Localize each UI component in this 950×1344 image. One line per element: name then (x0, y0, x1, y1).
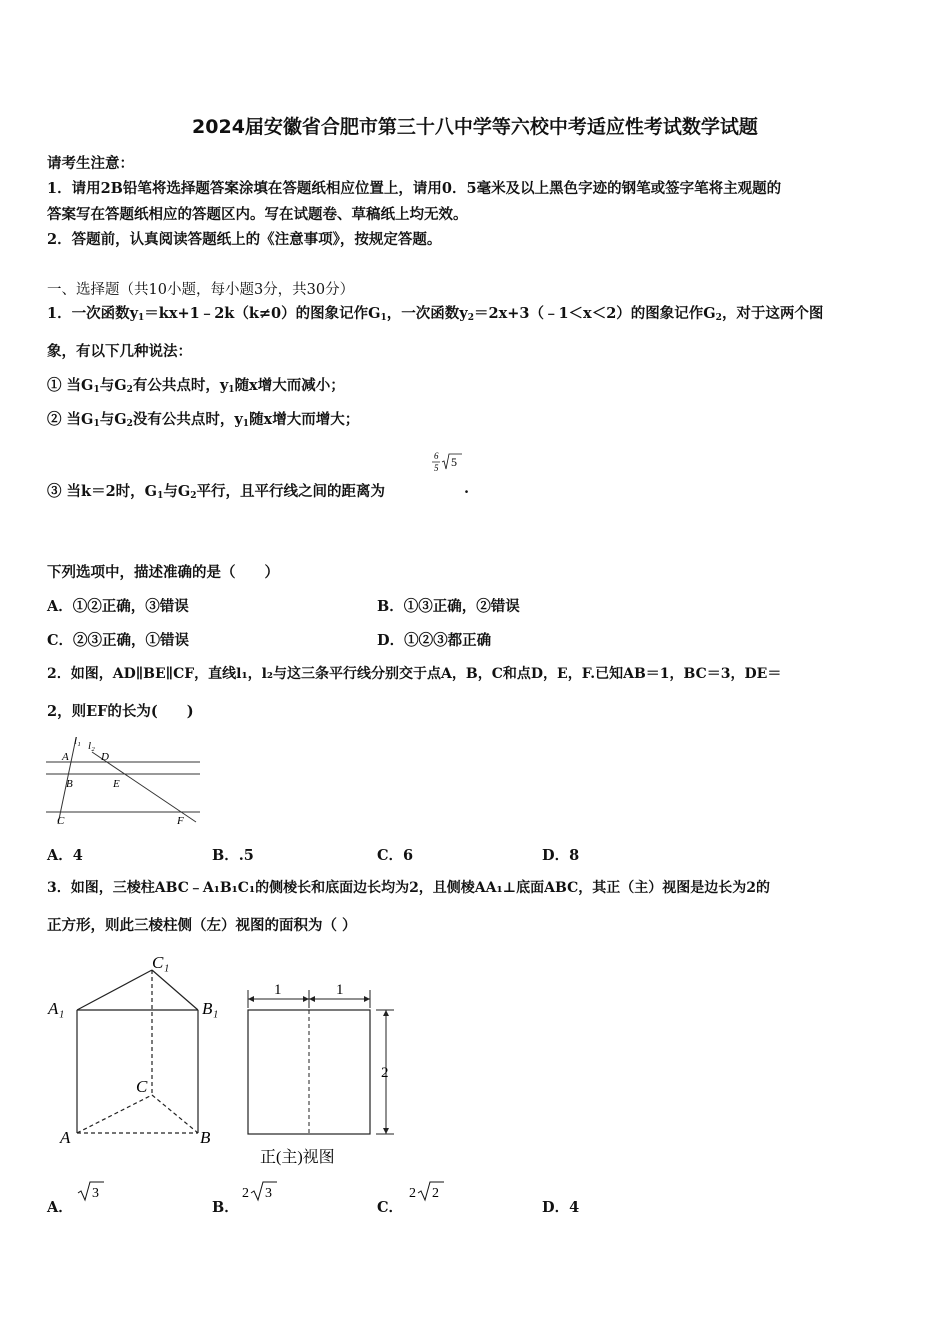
q2-line-2: 2，则EF的长为( ) (47, 703, 194, 720)
front-view-diagram (248, 990, 394, 1134)
q3-line-1: 3．如图，三棱柱ABC﹣A₁B₁C₁的侧棱长和底面边长均为2，且侧棱AA₁⊥底面ABC，其正（主）视图是边长为2的 (47, 880, 770, 896)
q3-option-b[interactable]: B． (212, 1199, 239, 1216)
q1-statement-3: ③ 当k＝2时，$G_1$与$G_2$平行，且平行线之间的距离为 (47, 483, 385, 501)
q1-line-1: 1．一次函数$y_1=kx+1﹣2k(k\ne 0)$的图象记作$G_1$，一次函数$y_2=2x+3(﹣1<x<2)$的图象记作$G_2$，对于这两个图 (47, 305, 824, 323)
q1-option-a[interactable]: A．①②正确，③错误 (47, 598, 189, 615)
label-d: D (101, 751, 109, 763)
dim-height: 2 (381, 1065, 389, 1081)
label-b: B (66, 778, 73, 790)
q2-option-d[interactable]: D．8 (542, 847, 580, 864)
label-c1: C₁ (152, 953, 170, 972)
label-a: A (62, 751, 69, 763)
dim-left: 1 (274, 982, 282, 998)
notice-heading: 请考生注意： (47, 155, 134, 172)
page-title: 2024届安徽省合肥市第三十八中学等六校中考适应性考试数学试题 (192, 116, 758, 138)
label-e: E (113, 778, 120, 790)
q1-option-b[interactable]: B．①③正确，②错误 (377, 598, 520, 615)
q2-figure (40, 730, 210, 830)
q3-figure (40, 950, 420, 1175)
q3-line-2: 正方形，则此三棱柱侧（左）视图的面积为（ ） (47, 917, 357, 934)
label-c: C (136, 1077, 148, 1096)
label-b1: B₁ (202, 999, 219, 1018)
q2-option-a[interactable]: A．4 (47, 847, 83, 864)
label-l2: l₂ (88, 740, 95, 752)
q3-option-c-radical (407, 1178, 447, 1204)
svg-text:2: 2 (432, 1186, 439, 1201)
q2-option-c[interactable]: C．6 (377, 847, 414, 864)
q2-line-1: 2．如图，AD∥BE∥CF，直线l₁，l₂与这三条平行线分别交于点A，B，C和点D，E，F.已知AB＝1，BC＝3，DE＝ (47, 666, 782, 682)
q3-option-b-radical (240, 1178, 280, 1204)
q3-option-a-radical (76, 1178, 106, 1204)
q3-option-a[interactable]: A． (47, 1199, 73, 1216)
dim-right: 1 (336, 982, 344, 998)
svg-text:5: 5 (434, 463, 439, 473)
q1-statement-1: ① 当$G_1$与$G_2$有公共点时，$y_1$随x增大而减小； (47, 377, 345, 395)
section-heading: 一、选择题（共10小题，每小题3分，共30分） (47, 282, 355, 298)
label-l1: l₁ (74, 735, 81, 747)
label-a: A (60, 1128, 71, 1147)
notice-line-2: 答案写在答题纸相应的答题区内。写在试题卷、草稿纸上均无效。 (47, 206, 468, 223)
q1-line-2: 象，有以下几种说法： (47, 343, 192, 360)
label-f: F (177, 815, 184, 827)
q1-prompt: 下列选项中，描述准确的是（ ） (47, 564, 279, 581)
notice-line-3: 2．答题前，认真阅读答题纸上的《注意事项》，按规定答题。 (47, 231, 442, 248)
svg-text:5: 5 (451, 455, 457, 469)
svg-text:3: 3 (265, 1186, 272, 1201)
q1-distance-formula (428, 448, 468, 478)
svg-text:3: 3 (92, 1186, 99, 1201)
svg-text:2: 2 (409, 1186, 416, 1201)
svg-text:2: 2 (242, 1186, 249, 1201)
q1-option-d[interactable]: D．①②③都正确 (377, 632, 492, 649)
prism-diagram (77, 970, 198, 1133)
q3-option-d[interactable]: D．4 (542, 1199, 580, 1216)
svg-text:6: 6 (434, 451, 439, 461)
q1-statement-2: ② 当$G_1$与$G_2$没有公共点时，$y_1$随x增大而增大； (47, 411, 360, 429)
notice-line-1: 1．请用2B铅笔将选择题答案涂填在答题纸相应位置上，请用0．5毫米及以上黑色字迹的钢笔或签字笔将主观题的 (47, 180, 782, 197)
q1-statement-3-end: . (464, 480, 470, 497)
q3-option-c[interactable]: C． (377, 1199, 404, 1216)
label-b: B (200, 1128, 211, 1147)
label-c: C (57, 815, 65, 827)
q1-option-c[interactable]: C．②③正确，①错误 (47, 632, 190, 649)
q2-option-b[interactable]: B．.5 (212, 847, 254, 864)
label-a1: A₁ (48, 999, 65, 1018)
front-view-caption: 正(主)视图 (260, 1149, 335, 1166)
